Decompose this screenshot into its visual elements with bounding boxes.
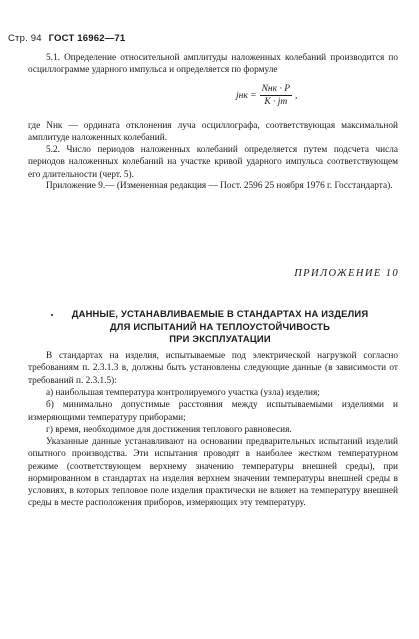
formula-lhs: jнк = [236,90,257,101]
title-line: ДЛЯ ИСПЫТАНИЙ НА ТЕПЛОУСТОЙЧИВОСТЬ [109,320,331,332]
body-items [28,387,398,436]
title-line: ПРИ ЭКСПЛУАТАЦИИ [169,333,271,344]
page-header [8,33,125,44]
paragraph-5-2: 5.2. Число периодов наложенных колебаний определяется путем подсчета числа периодов наложенных колебаний на участке кривой ударного импульса соответствующем его длительности (черт. 5). [28,145,398,180]
list-item: а) наибольшая температура контролируемого участка (узла) изделия; [46,388,320,398]
page-number: Стр. 94 [8,33,42,44]
list-item: б) минимально допустимые расстояния между испытываемыми изделиями и измеряющими температуру приборами; [28,400,398,423]
body-closing: Указанные данные устанавливают на основании предварительных испытаний изделий опытного производства. Эти испытания проводят в наиболее жестком температурном режиме (соответствующем верхнему значению температуры внешней среды), при нормированном в стандартах на изделия верхнем значении температуры внешней среды в условиях, в которых тепловое поле изделия практически не влияет на температуру внешней среды в месте расположения приборов, измеряющих эту температуру. [28,437,398,509]
paragraph-note-9: Приложение 9.— (Измененная редакция — Пост. 2596 25 ноября 1976 г. Госстандарта). [46,181,393,191]
appendix-label: ПРИЛОЖЕНИЕ 10 [294,268,399,279]
list-item: г) время, необходимое для достижения теплового равновесия. [46,424,292,435]
title-line: ДАННЫЕ, УСТАНАВЛИВАЕМЫЕ В СТАНДАРТАХ НА ИЗДЕЛИЯ [71,308,369,319]
formula [236,84,297,107]
formula-denominator: K · jm [264,97,288,107]
formula-fraction [260,84,292,107]
paragraph-5-1: 5.1. Определение относительной амплитуды наложенных колебаний производится по осциллограмме ударного импульса и определяется по формуле [28,53,398,76]
standard-code: ГОСТ 16962—71 [48,33,126,44]
body-intro: В стандартах на изделия, испытываемые под электрической нагрузкой согласно требованиям п. 2.3.1.3 в, должны быть установлены следующие данные (в зависимости от требований п. 2.3.1.5): [28,351,398,386]
formula-tail: , [295,90,298,101]
paragraph-where: где Nнк — ордината отклонения луча осциллографа, соответствующая максимальной амплитуде наложенных колебаний. [28,121,398,144]
section-title [40,308,400,346]
formula-numerator: Nнк · P [261,84,291,94]
